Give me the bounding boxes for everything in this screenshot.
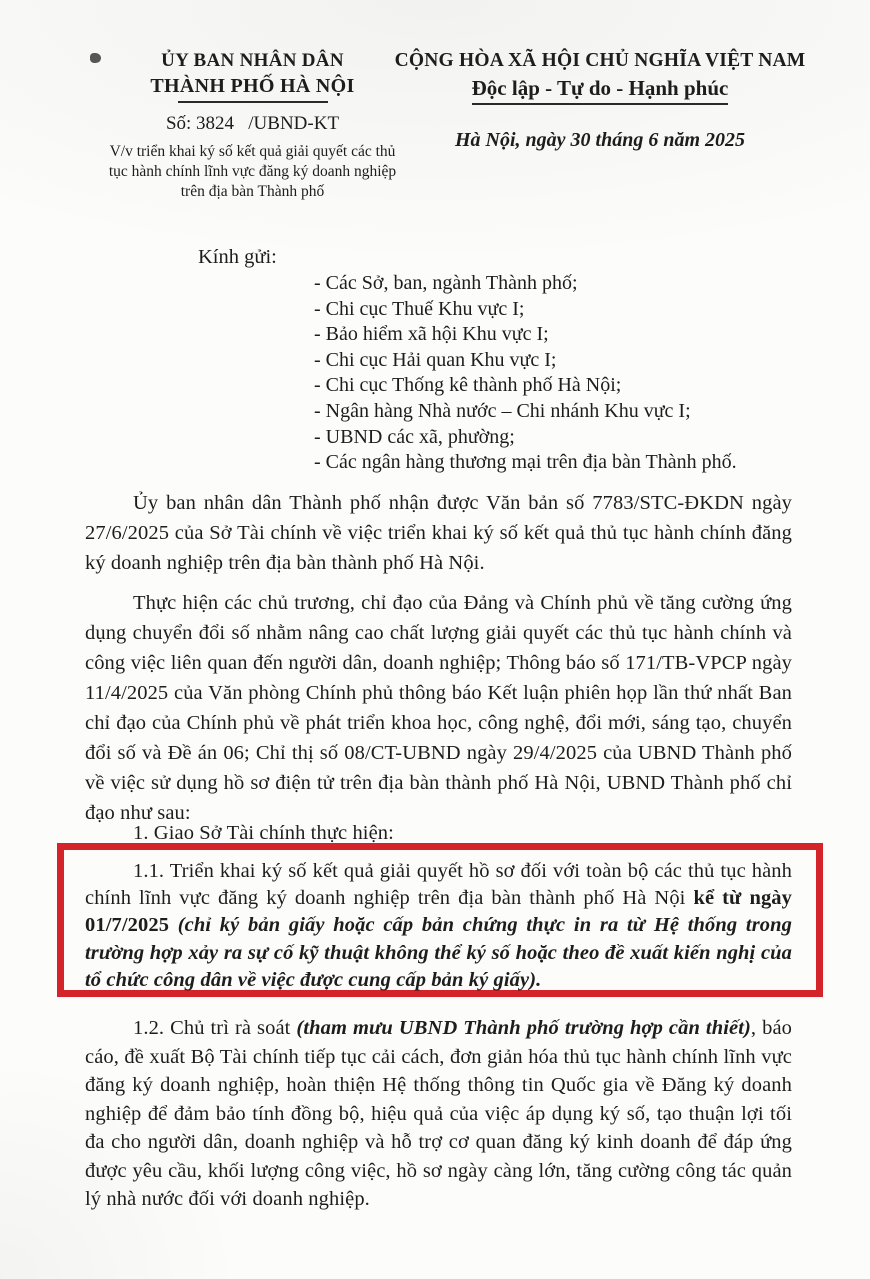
issuer-org-line2: THÀNH PHỐ HÀ NỘI <box>150 75 355 97</box>
recipient-item: - Chi cục Thống kê thành phố Hà Nội; <box>314 374 622 397</box>
section-heading-1: 1. Giao Sở Tài chính thực hiện: <box>133 822 394 844</box>
issuer-underline <box>178 101 328 103</box>
place-date-line: Hà Nội, ngày 30 tháng 6 năm 2025 <box>454 129 746 151</box>
national-header <box>385 50 815 152</box>
clause-1-1-exception-note: (chỉ ký bản giấy hoặc cấp bản chứng thực in ra từ Hệ thống trong trường hợp xảy ra sự cố kỹ thuật không thể ký số hoặc theo đề xuất kiến nghị của tổ chức công dân về việc được cung cấp bản ký giấy). <box>85 914 792 991</box>
clause-1-2-parenthetical: (tham mưu UBND Thành phố trường hợp cần thiết) <box>296 1017 751 1039</box>
recipient-item: - Các Sở, ban, ngành Thành phố; <box>314 272 578 294</box>
paragraph-intro: Ủy ban nhân dân Thành phố nhận được Văn bản số 7783/STC-ĐKDN ngày 27/6/2025 của Sở Tài chính về việc triển khai ký số kết quả thủ tục hành chính đăng ký doanh nghiệp trên địa bàn thành phố Hà Nội. <box>85 492 792 574</box>
clause-1-1-effective-date: kể từ ngày 01/7/2025 <box>85 887 792 937</box>
clause-1-2-text-rest: , báo cáo, đề xuất Bộ Tài chính tiếp tục cải cách, đơn giản hóa thủ tục hành chính lĩnh vực đăng ký doanh nghiệp, hoàn thiện Hệ thống thông tin Quốc gia về Đăng ký doanh nghiệp để đảm bảo tính đồng bộ, hiệu quả của việc áp dụng ký số, tạo thuận lợi tối đa cho người dân, doanh nghiệp và hỗ trợ cơ quan đăng ký kinh doanh để đáp ứng được yêu cầu, khối lượng công việc, hồ sơ ngày càng lớn, tăng cường công tác quản lý nhà nước đối với doanh nghiệp. <box>85 1017 792 1210</box>
document-number: Số: 3824 /UBND-KT <box>165 113 340 134</box>
recipient-list <box>314 271 737 476</box>
issuer-org-line1: ỦY BAN NHÂN DÂN <box>161 50 344 71</box>
clause-1-2-text-start: 1.2. Chủ trì rà soát <box>133 1017 297 1039</box>
recipient-item: - UBND các xã, phường; <box>314 425 515 448</box>
clause-1-1-text: 1.1. Triển khai ký số kết quả giải quyết hồ sơ đối với toàn bộ các thủ tục hành chính lĩnh vực đăng ký doanh nghiệp trên địa bàn thành phố Hà Nội <box>85 860 792 910</box>
paragraph-basis: Thực hiện các chủ trương, chỉ đạo của Đảng và Chính phủ về tăng cường ứng dụng chuyển đổi số nhằm nâng cao chất lượng giải quyết các thủ tục hành chính và công việc liên quan đến người dân, doanh nghiệp; Thông báo số 171/TB-VPCP ngày 11/4/2025 của Văn phòng Chính phủ thông báo Kết luận phiên họp lần thứ nhất Ban chỉ đạo của Chính phủ về phát triển khoa học, công nghệ, đổi mới, sáng tạo, chuyển đổi số và Đề án 06; Chỉ thị số 08/CT-UBND ngày 29/4/2025 của UBND Thành phố về việc sử dụng hồ sơ điện tử trên địa bàn thành phố Hà Nội, UBND Thành phố chỉ đạo như sau: <box>85 592 792 824</box>
recipient-item: - Ngân hàng Nhà nước – Chi nhánh Khu vực I; <box>314 399 691 422</box>
paragraph-clause-1-2 <box>85 1014 792 1214</box>
paragraph-clause-1-1 <box>85 858 792 994</box>
recipient-item: - Bảo hiểm xã hội Khu vực I; <box>314 323 549 346</box>
national-motto-line1: CỘNG HÒA XÃ HỘI CHỦ NGHĨA VIỆT NAM <box>394 50 806 71</box>
issuer-header <box>95 50 410 202</box>
recipient-item: - Chi cục Thuế Khu vực I; <box>314 297 525 320</box>
salutation-label: Kính gửi: <box>198 246 277 268</box>
national-motto-line2: Độc lập - Tự do - Hạnh phúc <box>472 76 729 105</box>
document-subject: V/v triển khai ký số kết quả giải quyết các thủ tục hành chính lĩnh vực đăng ký doanh nghiệp trên địa bàn Thành phố <box>108 143 397 200</box>
recipient-item: - Chi cục Hải quan Khu vực I; <box>314 348 557 371</box>
recipient-item: - Các ngân hàng thương mại trên địa bàn Thành phố. <box>314 451 737 474</box>
